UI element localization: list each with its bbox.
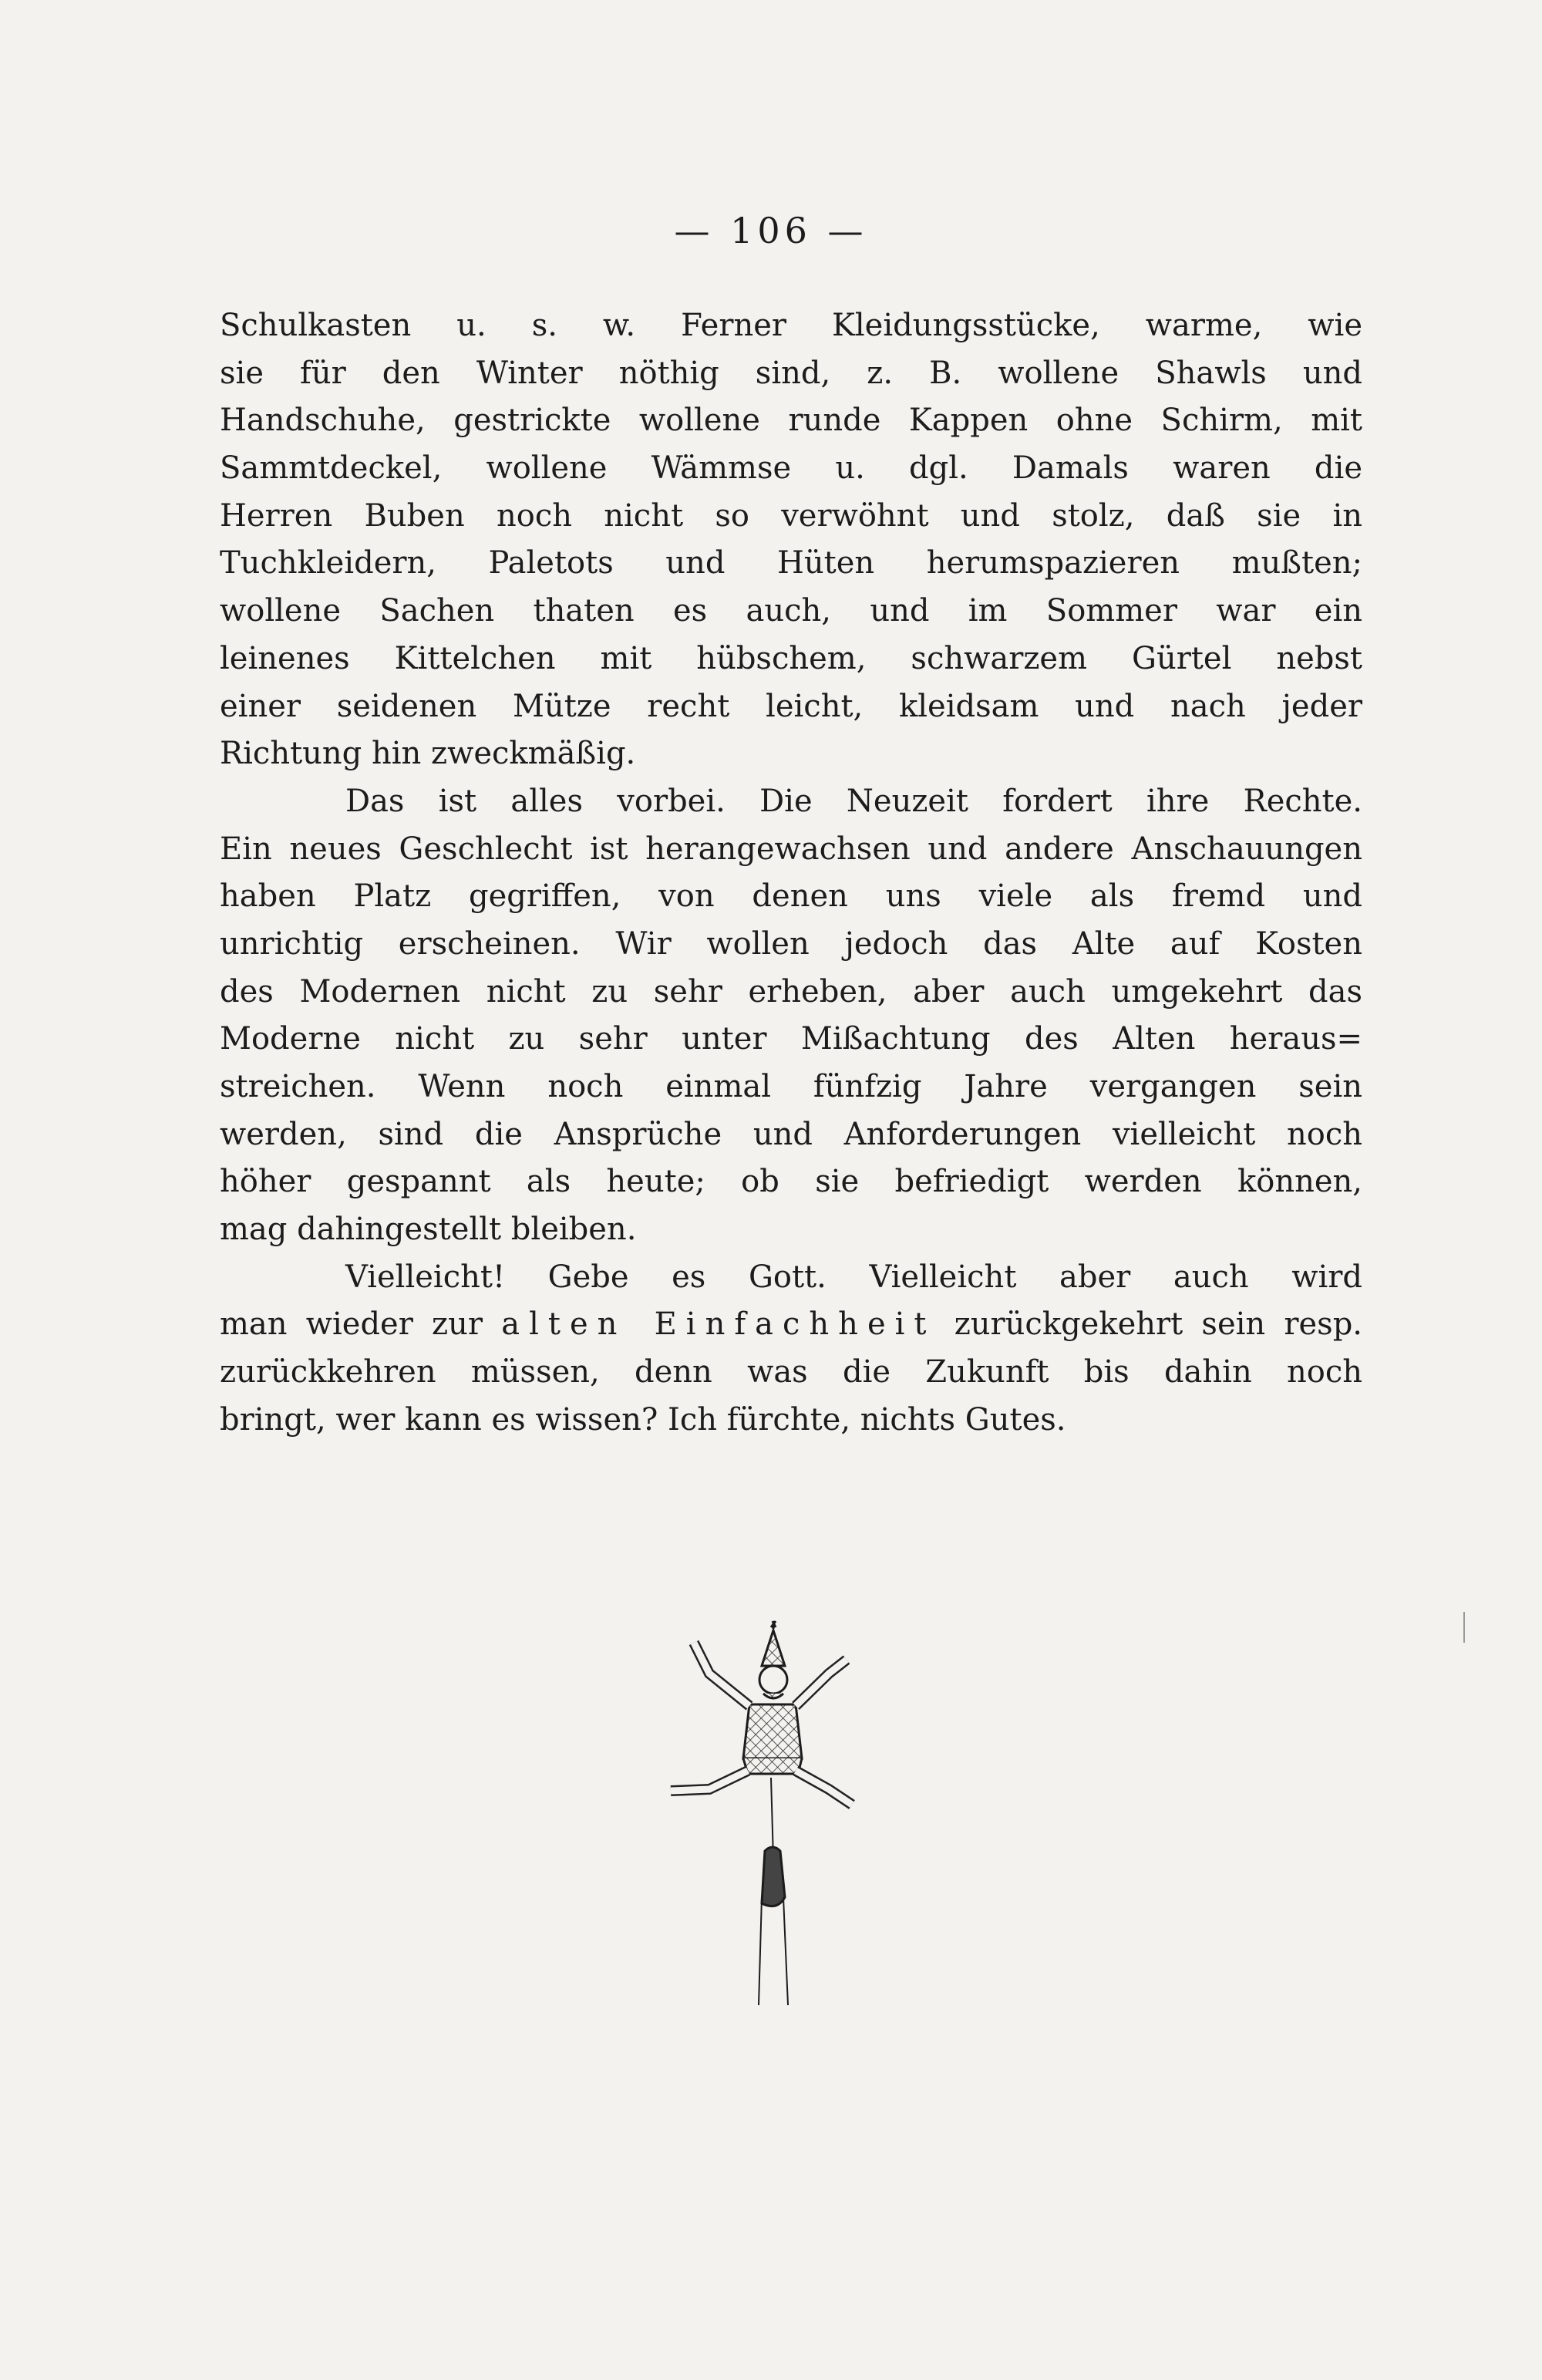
text-line: Sammtdeckel, wollene Wämmse u. dgl. Damals waren die bbox=[220, 450, 1362, 487]
text-line: wollene Sachen thaten es auch, und im Sommer war ein bbox=[220, 593, 1362, 629]
text-line: des Modernen nicht zu sehr erheben, aber auch umgekehrt das bbox=[220, 973, 1362, 1010]
text-fragment: zurückgekehrt sein resp. bbox=[954, 1306, 1363, 1343]
text-line: unrichtig erscheinen. Wir wollen jedoch das Alte auf Kosten bbox=[220, 925, 1362, 962]
text-line: Herren Buben noch nicht so verwöhnt und stolz, daß sie in bbox=[220, 497, 1362, 534]
text-fragment: man wieder zur bbox=[220, 1306, 483, 1343]
text-line: sie für den Winter nöthig sind, z. B. wollene Shawls und bbox=[220, 355, 1362, 391]
scan-mark bbox=[1463, 1612, 1465, 1643]
text-line: einer seidenen Mütze recht leicht, kleidsam und nach jeder bbox=[220, 688, 1362, 724]
text-line: mag dahingestellt bleiben. bbox=[220, 1212, 637, 1248]
body-text bbox=[220, 302, 1362, 1445]
emphasized-text: alten Einfachheit bbox=[501, 1306, 936, 1343]
text-line: zurückkehren müssen, denn was die Zukunft bis dahin noch bbox=[220, 1354, 1362, 1391]
jumping-jack-jester-illustration bbox=[663, 1620, 856, 2021]
text-line: werden, sind die Ansprüche und Anforderungen vielleicht noch bbox=[220, 1116, 1362, 1152]
text-line bbox=[220, 1301, 1362, 1349]
text-line: Schulkasten u. s. w. Ferner Kleidungsstücke, warme, wie bbox=[220, 308, 1362, 343]
paragraph-start: Das ist alles vorbei. Die Neuzeit fordert ihre Rechte. bbox=[345, 783, 1362, 819]
page-number: — 106 — bbox=[674, 210, 868, 251]
text-line: Tuchkleidern, Paletots und Hüten herumspazieren mußten; bbox=[220, 545, 1362, 582]
paragraph-start: Vielleicht! Gebe es Gott. Vielleicht aber auch wird bbox=[345, 1259, 1362, 1295]
text-line: Ein neues Geschlecht ist herangewachsen und andere Anschauungen bbox=[220, 831, 1362, 867]
text-line: streichen. Wenn noch einmal fünfzig Jahre vergangen sein bbox=[220, 1069, 1362, 1104]
text-line: Richtung hin zweckmäßig. bbox=[220, 736, 636, 772]
text-line: bringt, wer kann es wissen? Ich fürchte, nichts Gutes. bbox=[220, 1401, 1066, 1438]
text-line: Handschuhe, gestrickte wollene runde Kappen ohne Schirm, mit bbox=[220, 403, 1362, 439]
text-line: leinenes Kittelchen mit hübschem, schwarzem Gürtel nebst bbox=[220, 640, 1362, 676]
text-line: Moderne nicht zu sehr unter Mißachtung des Alten heraus= bbox=[220, 1021, 1362, 1057]
text-line: haben Platz gegriffen, von denen uns viele als fremd und bbox=[220, 878, 1362, 915]
text-line: höher gespannt als heute; ob sie befriedigt werden können, bbox=[220, 1164, 1362, 1200]
